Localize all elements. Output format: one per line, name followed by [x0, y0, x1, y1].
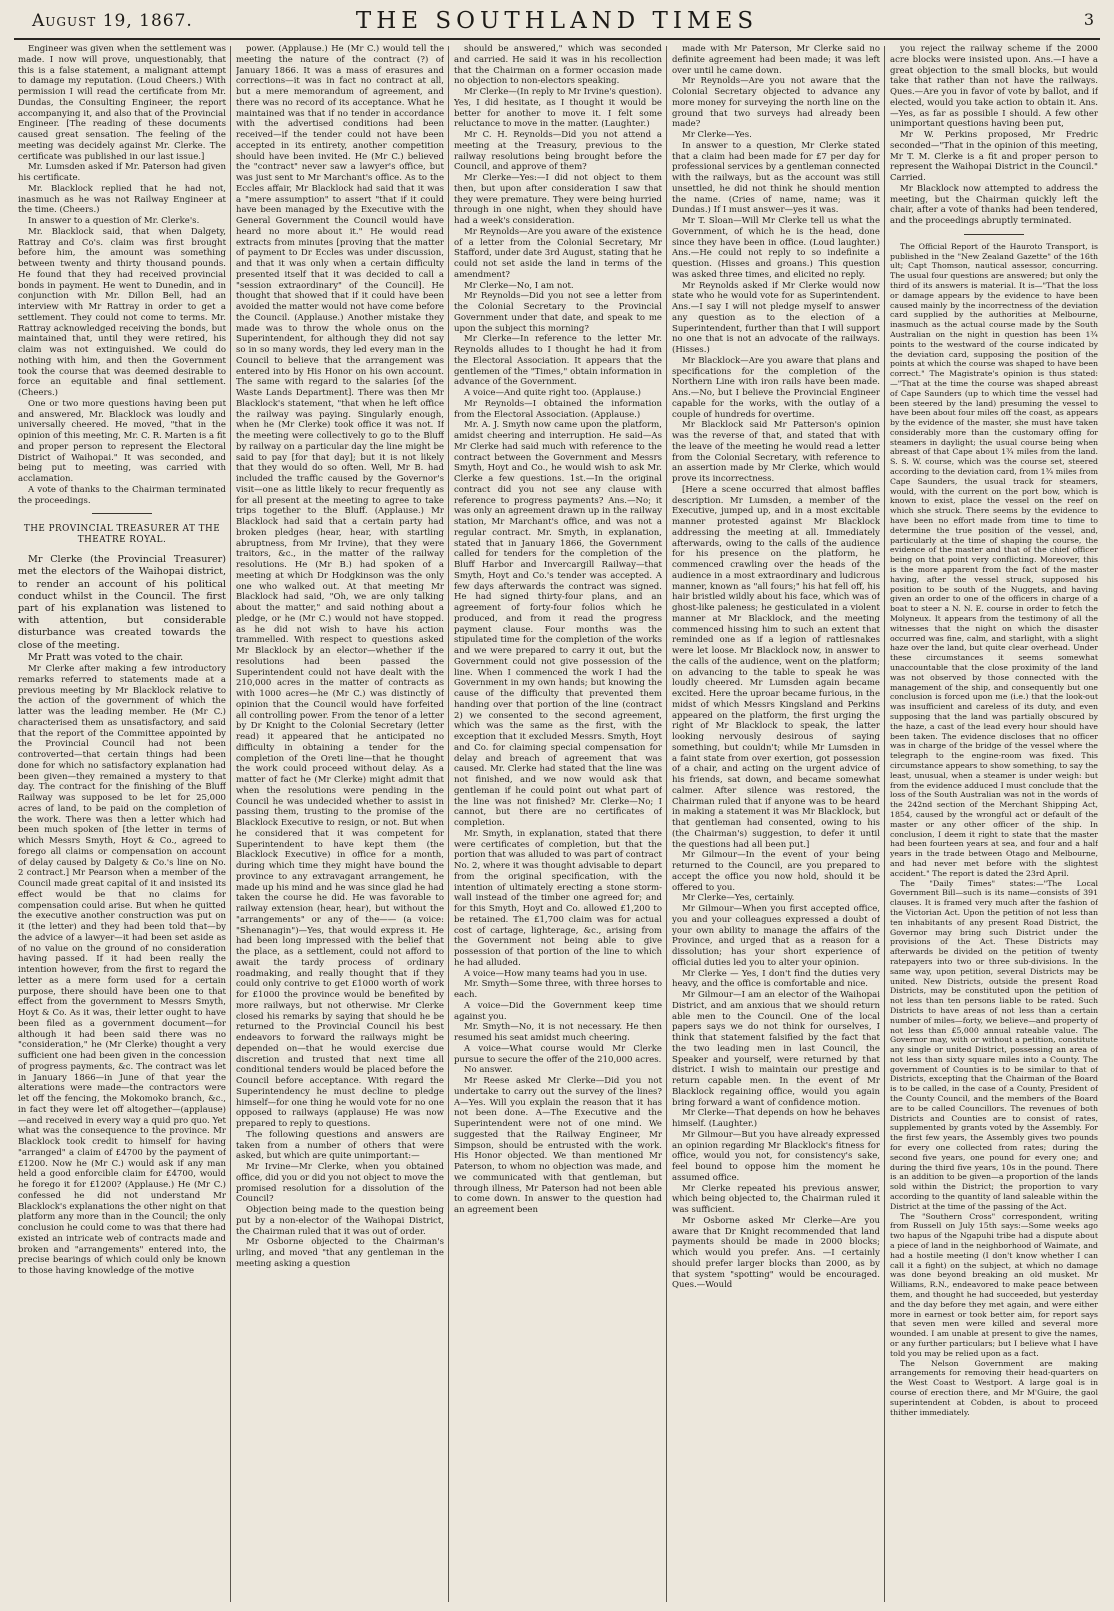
article-paragraph: Mr. Smyth—No, it is not necessary. He then resumed his seat amidst much cheering.: [454, 1022, 662, 1043]
article-paragraph: Mr T. Sloan—Will Mr Clerke tell us what the Government, of which he is the head, done since they have been in office. (Loud laughter.) Ans.—He could not reply to so indefinite a question. (Hisses and groans.) This question was asked three times, and elicited no reply.: [672, 216, 880, 280]
masthead: [14, 6, 1100, 38]
page-number: 3: [1083, 10, 1094, 29]
article-paragraph: The Nelson Government are making arrangements for removing their head-quarters on the West Coast to Westport. A large goal is in course of erection there, and Mr M'Guire, the gaol superintendent at Cobden, is about to proceed thither immediately.: [890, 1358, 1098, 1417]
article-paragraph: Mr Clerke (the Provincial Treasurer) met the electors of the Waihopai district, to render an account of his political conduct whilst in the Council. The first part of his explanation was listened to with attention, but considerable disturbance was created towards the close of the meeting.: [18, 554, 226, 651]
article-paragraph: [Here a scene occurred that almost baffles description. Mr Lumsden, a member of the Executive, jumped up, and in a most excitable manner protested against Mr Blacklock addressing the meeting at all. Immediately afterwards, owing to the calls of the audience for his presence on the platform, he commenced crawling over the heads of the audience in a most extraordinary and ludicrous manner, known as "all fours;" his hat fell off, his hair bristled wildly about his face, which was of ghost-like paleness; he gesticulated in a violent manner at Mr Blacklock, and the meeting commenced hissing him to such an extent that reminded one as if a legion of rattlesnakes were let loose. Mr Blacklock now, in answer to the calls of the audience, went on the platform; on advancing to the table to speak he was loudly cheered. Mr Lumsden again became excited. Here the uproar became furious, in the midst of which Messrs Kingsland and Perkins appeared on the platform, the first urging the right of Mr Blacklock to speak, the latter looking nervously desirous of saying something, but couldn't; while Mr Lumsden in a faint state from over exertion, got possession of a chair, and acting on the urgent advice of his friends, sat down, and became somewhat calmer. After silence was restored, the Chairman ruled that if anyone was to be heard in making a statement it was Mr Blacklock, but that gentleman had consented, owing to his (the Chairman's) suggestion, to defer it until the questions had all been put.]: [672, 484, 880, 850]
article-paragraph: Mr C. H. Reynolds—Did you not attend a meeting at the Treasury, previous to the railway resolutions being brought before the Council, and approve of them?: [454, 130, 662, 173]
article-paragraph: Mr Blacklock—Are you aware that plans and specifications for the completion of the Northern Line with iron rails have been made. Ans.—No, but I believe the Provincial Engineer capable for the works, with the outlay of a couple of hundreds for overtime.: [672, 355, 880, 420]
column-5: [890, 44, 1098, 1604]
article-paragraph: Mr. Blacklock replied that he had not, inasmuch as he was not Railway Engineer at the time. (Cheers.): [18, 183, 226, 216]
article-paragraph: In answer to a question, Mr Clerke stated that a claim had been made for £7 per day for professional services by a gentleman connected with the railways, but as the account was still unsettled, he did not think he should mention the name. (Cries of name, name; was it Dundas.) If I must answer—yes it was.: [672, 140, 880, 216]
article-paragraph: A vote of thanks to the Chairman terminated the proceedings.: [18, 484, 226, 506]
article-paragraph: A voice—What course would Mr Clerke pursue to secure the offer of the 210,000 acres.: [454, 1043, 662, 1065]
article-paragraph: The "Southern Cross" correspondent, writing from Russell on July 15th says:—Some weeks ago two hapus of the Ngapuhi tribe had a dispute about a piece of land in the neighborhood of Waimate, and had a hostile meeting (I don't know whether I can call it a fight) on the subject, at which no damage was done beyond breaking an old musket. Mr Williams, R.N., endeavored to make peace between them, and thought he had succeeded, but yesterday and the day before they met again, and were either more in earnest or took better aim, for report says that seven men were killed and several more wounded. I am unable at present to give the names, or any further particulars; but I believe what I have told you may be relied upon as a fact.: [890, 1211, 1098, 1358]
article-paragraph: A voice—Did the Government keep time against you.: [454, 1000, 662, 1022]
article-paragraph: The "Daily Times" states:—"The Local Government Bill—such is its name—consists of 391 clauses. It is framed very much after the fashion of the Victorian Act. Upon the petition of not less than ten inhabitants of any present Road District, the Governor may bring such District under the provisions of the Act. These Districts may afterwards be divided on the petition of twenty ratepayers into two or three sub-divisions. In the same way, upon petition, several Districts may be united. New Districts, outside the present Road Districts, may be constituted upon the petition of not less than ten persons liable to be rated. Such Districts to have areas of not less than a certain number of miles—forty, we believe—and property of not less than £5,000 annual rateable value. The Governor may, with or without a petition, constitute any single or united District, possessing an area of not less than sixty square miles into a County. The government of Counties is to be similar to that of Districts, excepting that the Chairman of the Board is to be called, in the case of a County, President of the County Council, and the members of the Board are to be called Councillors. The revenues of both Districts and Counties are to consist of rates, supplemented by grants voted by the Assembly. For the first few years, the Assembly gives two pounds for every one collected from rates; during the second five years, one pound for every one; and during the third five years, 10s in the pound. There is an addition to be given—a proportion of the lands sold within the District; the proportion to vary according to the quantity of land saleable within the District at the time of the passing of the Act.: [890, 878, 1098, 1211]
article-paragraph: Mr Gilmour—I am an elector of the Waihopai District, and am anxious that we should return able men to the Council. One of the local papers says we do not think for ourselves, I think that statement falsified by the fact that the two leading men in last Council, the Speaker and yourself, were returned by that district. I wish to maintain our prestige and return capable men. In the event of Mr Blacklock regaining office, would you again bring forward a want of confidence motion.: [672, 990, 880, 1108]
section-rule: [964, 234, 1024, 235]
masthead-rule: [14, 38, 1100, 40]
article-paragraph: Mr Clerke—No, I am not.: [464, 280, 574, 291]
article-paragraph: power. (Applause.) He (Mr C.) would tell the meeting the nature of the contract (?) of January 1866. It was a mass of erasures and corrections—it was in fact no contract at all, but a mere memorandum of agreement, and there was no record of its acceptance. What he maintained was that if no tender in accordance with the advertised conditions had been received—if the tender could not have been accepted in its entirety, another competition should have been invited. He (Mr C.) believed the "contract" never saw a lawyer's office, but was just sent to Mr Marchant's office. As to the Eccles affair, Mr Blacklock had said that it was a "mere assumption" to assert "that if it could have been managed by the Executive with the General Government the Council would have heard no more about it." He would read extracts from minutes [proving that the matter of payment to Dr Eccles was under discussion, and that it was only when a certain difficulty presented itself that it was decided to call a "session extraordinary" of the Council]. He thought that showed that if it could have been avoided the matter would not have come before the Council. (Applause.) Another mistake they made was to throw the whole onus on the Superintendent, for although they did not say so in so many words, they led every man in the Council to believe that the arrangement was entered into by His Honor on his own account. The same with regard to the salaries [of the Waste Lands Department]. There was then Mr Blacklock's statement, "that when he left office the railway was paying. Singularly enough, when he (Mr Clerke) took office it was not. If the meeting were collectively to go to the Bluff by railway on a particular day the line might be said to pay [for that day]; but it is not likely that they would do so often. Well, Mr B. had included the traffic caused by the Governor's visit—one as little likely to recur frequently as for all present at the meeting to agree to take trips together to the Bluff. (Applause.) Mr Blacklock had said that a certain party had broken pledges (hear, hear, with startling abruptness, from Mr Irvine), that they were traitors, &c., in the matter of the railway resolutions. He (Mr B.) had spoken of a meeting at which Dr Hodgkinson was the only one who walked out. At that meeting Mr Blacklock had said, "Oh, we are only talking about the matter," and said nothing about a pledge, or he (Mr C.) would not have stopped. as he did not wish to have his action trammelled. With respect to questions asked Mr Blacklock by an elector—whether if the resolutions had been passed the Superintendent could not have dealt with the 210,000 acres in the matter of contracts as with 1000 acres—he (Mr C.) was distinctly of opinion that the Council would have forfeited all controlling power. From the tenor of a letter by Dr Knight to the Colonial Secretary (letter read) it appeared that he anticipated no difficulty in obtaining a tender for the completion of the Oreti line—that he thought the work could proceed without delay. As a matter of fact he (Mr Clerke) might admit that when the resolutions were pending in the Council he was undecided whether to assist in passing them, trusting to the promise of the Blacklock Executive to resign, or not. But when he considered that it was competent for Superintendent to have kept them (the Blacklock Executive) in office for a month, during which time they might have bound the province to any extravagant arrangement, he made up his mind and he was since glad he had taken the course he did. He was favorable to railway extension (hear, hear), but without the "arrangements" or any of the—— (a voice: "Shenanagin")—Yes, that would express it. He had been long impressed with the belief that the place, as a settlement, could not afford to await the tardy process of ordinary roadmaking, and really thought that if they could only contrive to get £1000 worth of work for £1000 the province would be benefited by more railways, but not otherwise. Mr Clerke closed his remarks by saying that should he be returned to the Provincial Council his best endeavors to forward the railways might be depended on—that he would exercise due discretion and trusted that next time all conditional tenders would be placed before the Council before acceptance. With regard the Superintendency he must decline to pledge himself—for one thing he would vote for no one opposed to railways (applause) He was now prepared to reply to questions.: [236, 44, 444, 1129]
article-paragraph: Mr Pratt was voted to the chair.: [28, 651, 184, 663]
article-paragraph: One or two more questions having been put and answered, Mr. Blacklock was loudly and universally cheered. He moved, "that in the opinion of this meeting, Mr. C. R. Marten is a fit and proper person to represent the Electoral District of Waihopai." It was seconded, and being put to meeting, was carried with acclamation.: [18, 398, 226, 484]
article-paragraph: Mr Reese asked Mr Clerke—Did you not undertake to carry out the survey of the lines? A—Yes. Will you explain the reason that it has not been done. A—The Executive and the Superintendent were not of one mind. We suggested that the Railway Engineer, Mr Simpson, should be entrusted with the work. His Honor objected. We than mentioned Mr Paterson, to whom no objection was made, and we communicated with that gentleman, but through illness, Mr Paterson had not been able to come down. In answer to the question had an agreement been: [454, 1076, 662, 1215]
article-paragraph: Mr Clerke after making a few introductory remarks referred to statements made at a previous meeting by Mr Blacklock relative to the action of the government of which the latter was the leading member. He (Mr C.) characterised them as unsatisfactory, and said that the report of the Committee appointed by the Provincial Council had not been controverted—that certain things had been done for which no satisfactory explanation had been given—they remained a mystery to that day. The contract for the finishing of the Bluff Railway was supposed to be let for 25,000 acres of land, to be paid on the completion of the work. There was then a letter which had been much spoken of [the letter in terms of which Messrs Smyth, Hoyt & Co., agreed to forego all claims or compensation on account of delay caused by Dalgety & Co.'s line on No. 2 contract.] Mr Pearson when a member of the Council made great capital of it and insisted its effect would be that no claims for compensation could arise. But when he quitted the executive another construction was put on it (the letter) and they had been told that—by the advice of a lawyer—it had been set aside as of no value on the ground of no consideration having passed. If it had been really the intention however, from the first to regard the letter as a mere form used for a certain purpose, there should have been one to that effect from the government to Messrs Smyth, Hoyt & Co. As it was, their letter ought to have been filed as a government document—for although it had been said there was no "consideration," he (Mr Clerke) thought a very sufficient one had been given in the concession of progress payments, &c. The contract was let in January 1866—in June of that year the alterations were made—the contractors were let off the fencing, the Mokomoko branch, &c., in fact they were let off altogether—(applause)—and received in every way a quid pro quo. Yet what was the consequence to the province. Mr Blacklock took credit to himself for having "arranged" a claim of £4700 by the payment of £1200. Now he (Mr C.) would ask if any man held a good enforcible claim for £4700, would he forego it for £1200? (Applause.) He (Mr C.) confessed he did not understand Mr Blacklock's explanations the other night on that platform any more than in the Council; the only conclusion he could come to was that there had existed an intricate web of contracts made and broken and "arrangements" entered into, the precise bearings of which could only be known to those having knowledge of the motive: [18, 664, 226, 1277]
article-paragraph: Mr Clerke—(In reply to Mr Irvine's question). Yes, I did hesitate, as I thought it would be better for another to move it. I felt some reluctance to move in the matter. (Laughter.): [454, 87, 662, 130]
article-paragraph: Mr. A. J. Smyth now came upon the platform, amidst cheering and interruption. He said—As Mr Clerke had said much with reference to the contract between the Government and Messrs Smyth, Hoyt and Co., he would wish to ask Mr. Clerke a few questions. 1st.—In the original contract did you not see any clause with reference to progress payments? Ans.—No; it was only an agreement drawn up in the railway station, Mr Marchant's office, and was not a regular contract. Mr. Smyth, in explanation, stated that in January 1866, the Government called for tenders for the completion of the Bluff Harbor and Invercargill Railway—that Smyth, Hoyt and Co.'s tender was accepted. A few days afterwards the contract was signed. He had signed thirty-four plans, and an agreement of forty-four folios which he produced, and from it read the progress payment clause. Four months was the stipulated time for the completion of the works and we were prepared to carry it out, but the Government could not give possession of the line. When I commenced the work I had the Government in my own hands; but knowing the cause of the difficulty that prevented them handing over that portion of the line (contract 2) we consented to the second agreement, which was the same as the first, with the exception that it excluded Messrs. Smyth, Hoyt and Co. for claiming special compensation for delay and breach of agreement that was caused. Mr. Clerke had stated that the line was not finished, and we now would ask that gentleman if he could point out what part of the line was not finished? Mr. Clerke—No; I cannot, but there are no certificates of completion.: [454, 420, 662, 828]
article-paragraph: Mr Irvine—Mr Clerke, when you obtained office, did you or did you not object to move the promised resolution for a dissolution of the Council?: [236, 1162, 444, 1205]
article-paragraph: Mr Reynolds—Are you not aware that the Colonial Secretary objected to advance any more money for surveying the north line on the ground that two surveys had already been made?: [672, 76, 880, 130]
newspaper-title: THE SOUTHLAND TIMES: [355, 8, 759, 34]
article-paragraph: you reject the railway scheme if the 2000 acre blocks were insisted upon. Ans.—I have a great objection to the small blocks, but would take that rather than not have the railways. Ques.—Are you in favor of vote by ballot, and if elected, would you take action to obtain it. Ans.—Yes, as far as possible I should. A few other unimportant questions having been put,: [890, 44, 1098, 130]
article-paragraph: Mr Clerke—That depends on how he behaves himself. (Laughter.): [672, 1108, 880, 1129]
article-paragraph: should be answered," which was seconded and carried. He said it was in his recollection that the Chairman on a former occasion made no objection to non-electors speaking.: [454, 44, 662, 87]
article-heading: THE PROVINCIAL TREASURER AT THE THEATRE ROYAL.: [23, 524, 221, 546]
article-paragraph: Mr W. Perkins proposed, Mr Fredric seconded—"That in the opinion of this meeting, Mr T. M. Clerke is a fit and proper person to represent the Waihopai District in the Council." Carried.: [890, 130, 1098, 183]
article-paragraph: Mr Osborne objected to the Chairman's urling, and moved "that any gentleman in the meeting asking a question: [236, 1237, 444, 1269]
columns: [14, 44, 1100, 1604]
article-paragraph: Engineer was given when the settlement was made. I now will prove, unquestionably, that this is a false statement, a malignant attempt to damage my reputation. (Loud Cheers.) With permission I will read the certificate from Mr. Dundas, the Consulting Engineer, the report accompanying it, and also that of the Provincial Engineer. [The reading of these documents caused great sensation. The feeling of the meeting was decidely against Mr. Clerke. The certificate was published in our last issue.]: [18, 44, 226, 162]
column-1: [18, 44, 226, 1604]
article-paragraph: Mr Clerke repeated his previous answer, which being objected to, the Chairman ruled it was sufficient.: [672, 1183, 880, 1215]
article-paragraph: Mr Blacklock now attempted to address the meeting, but the Chairman quickly left the chair, after a vote of thanks had been tendered, and the proceedings abruptly terminated.: [890, 183, 1098, 226]
article-paragraph: Mr Reynolds—I obtained the information from the Electoral Association. (Applause.): [454, 398, 662, 420]
article-paragraph: A voice—And quite right too. (Applause.): [464, 388, 642, 398]
article-paragraph: Mr Clerke—In reference to the letter Mr. Reynolds alludes to I thought he had it from the Electoral Association. It appears that the gentlemen of the "Times," obtain information in advance of the Government.: [454, 334, 662, 388]
issue-date: August 19, 1867.: [32, 11, 193, 31]
article-paragraph: Mr. Smyth—Some three, with three horses to each.: [454, 979, 662, 1000]
article-paragraph: Mr. Lumsden asked if Mr. Paterson had given his certificate.: [18, 162, 226, 183]
article-paragraph: Mr Blacklock said Mr Patterson's opinion was the reverse of that, and stated that with the leave of the meeting he would read a letter from the Colonial Secretary, with reference to an assertion made by Mr Clerke, which would prove its incorrectness.: [672, 420, 880, 484]
article-paragraph: Mr Clerke—Yes:—I did not object to them then, but upon after consideration I saw that they were premature. They were being hurried through in one night, when they should have had a week's consideration.: [454, 173, 662, 226]
column-separator: [230, 46, 231, 1602]
article-paragraph: Mr. Blacklock said, that when Dalgety, Rattray and Co's. claim was first brought before him, the amount was something between twenty and thirty thousand pounds. He found that they had received provincial bonds in payment. He went to Dunedin, and in conjunction with Mr. Dillon Bell, had an interview with Mr Rattray in order to get a settlement. They could not come to terms. Mr. Rattray acknowledged receiving the bonds, but maintained that, until they were retired, his claim was not extinguished. We could do nothing with him, and then the Government took the course that was deemed desirable to force an equitable and final settlement. (Cheers.): [18, 226, 226, 398]
article-paragraph: In answer to a question of Mr. Clerke's.: [28, 216, 200, 226]
article-paragraph: No answer.: [464, 1065, 513, 1076]
column-separator: [666, 46, 667, 1602]
article-paragraph: made with Mr Paterson, Mr Clerke said no definite agreement had been made; it was left over until he came down.: [672, 44, 880, 76]
column-separator: [448, 46, 449, 1602]
column-2: [236, 44, 444, 1604]
article-paragraph: Mr Gilmour—But you have already expressed an opinion regarding Mr Blacklock's fitness for office, would you not, for consistency's sake, feel bound to oppose him the moment he assumed office.: [672, 1129, 880, 1183]
article-paragraph: Mr Gilmour—When you first accepted office, you and your colleagues expressed a doubt of your own ability to manage the affairs of the Province, and urged that as a reason for a dissolution; has your short experience of official duties led you to alter your opinion.: [672, 904, 880, 968]
article-paragraph: The following questions and answers are taken from a number of others that were asked, but which are quite unimportant:—: [236, 1129, 444, 1162]
article-paragraph: Mr Reynolds—Did you not see a letter from the Colonial Secretary to the Provincial Government under that date, and speak to me upon the subject this morning?: [454, 291, 662, 334]
article-paragraph: Mr. Smyth, in explanation, stated that there were certificates of completion, but that the portion that was alluded to was part of contract No. 2, where it was thought advisable to depart from the original specification, with the intention of ultimately erecting a stone storm-wall instead of the timber one agreed for; and for this Smyth, Hoyt and Co. allowed £1,200 to be retained. The £1,700 claim was for actual cost of cartage, lighterage, &c., arising from the Government not being able to give possession of that portion of the line to which he had alluded.: [454, 828, 662, 968]
section-rule: [92, 513, 152, 514]
article-paragraph: The Official Report of the Hauroto Transport, is published in the "New Zealand Gazette" of the 16th ult; Capt Thomson, nautical assessor, concurring. The usual four questions are answered; but only the third of its answers is material. It is—"That the loss or damage appears by the evidence to have been caused mainly by the incorrectness of the deviation card supplied by the authorities at Melbourne, inasmuch as the actual course made by the South Australian on the night in question has been 1¾ points to the westward of the course indicated by the deviation card, supposing the position of the points at which the course was shaped to have been correct." The Magistrate's opinion is thus stated:—"That at the time the course was shaped abreast of Cape Saunders (up to which time the vessel had been steered by the land) presuming the vessel to have been about four miles off the coast, as appears by the evidence of the master, she must have taken considerably more than the customary offing for steamers in daylight; the usual course being when abreast of that Cape about 1¾ miles from the land. S. S. W. course, which was the course set, steered according to the deviation card, from 1¾ miles from Cape Saunders, the usual track for steamers, would, with the current on the port bow, which is known to exist, place the vessel on the reef on which she struck. There seems by the evidence to have been no effort made from time to time to determine the true position of the vessel, and, particularly at the time of shaping the course, the evidence of the master and that of the chief officer being on that point very conflicting. Moreover, this is the more apparent from the fact of the master having, after the vessel struck, supposed his position to be south of the Nuggets, and having given an order to one of the officers in charge of a boat to steer a N. N. E. course in order to fetch the Molyneux. It appears from the testimony of all the witnesses that the night on which the disaster occurred was fine, calm, and starlight, with a slight haze over the land, but quite clear overhead. Under these circumstances it seems somewhat unaccountable that the close proximity of the land was not observed by those connected with the management of the ship, and consequently but one conclusion is forced upon me (i.e.) that the look-out was insufficient and careless of its duty, and even supposing that the land was partially obscured by the haze, a cast of the lead every hour should have been taken. The evidence discloses that no officer was in charge of the bridge of the vessel where the telegraph to the engine-room was fixed. This circumstance appears to show something, to say the least, unusual, when a steamer is under weigh: but from the evidence adduced I must conclude that the loss of the South Australian was not in the words of the 242nd section of the Merchant Shipping Act, 1854, caused by the wrongful act or default of the master or any other officer of the ship. In conclusion, I deem it right to state that the master had been fourteen years at sea, and four and a half years in the trade between Otago and Melbourne, and had never met before with the slightest accident." The report is dated the 23rd April.: [890, 241, 1098, 878]
column-4: [672, 44, 880, 1604]
article-paragraph: Mr Gilmour—In the event of your being returned to the Council, are you prepared to accept the office you now hold, should it be offered to you.: [672, 850, 880, 893]
article-paragraph: Mr Reynolds—Are you aware of the existence of a letter from the Colonial Secretary, Mr Stafford, under date 3rd August, stating that he could not set aside the land in terms of the amendment?: [454, 226, 662, 280]
article-paragraph: Objection being made to the question being put by a non-elector of the Waihopai District, the Chairman ruled that it was out of order.: [236, 1205, 444, 1237]
column-separator: [884, 46, 885, 1602]
article-paragraph: A voice—How many teams had you in use.: [464, 968, 648, 979]
article-paragraph: Mr Reynolds asked if Mr Clerke would now state who he would vote for as Superintendent. Ans.—I say I will not pledge myself to answer any question as to the election of a Superintendent, further than that I will support no one that is not an advocate of the railways. (Hisses.): [672, 280, 880, 355]
article-paragraph: Mr Osborne asked Mr Clerke—Are you aware that Dr Knight recommended that land payments should be made in 2000 blocks; which would you prefer. Ans. —I certainly should prefer larger blocks than 2000, as by that system "spotting" would be encouraged. Ques.—Would: [672, 1215, 880, 1291]
article-paragraph: Mr Clerke—Yes, certainly.: [682, 893, 795, 904]
column-3: [454, 44, 662, 1604]
article-paragraph: Mr Clerke—Yes.: [682, 130, 752, 140]
article-paragraph: Mr Clerke — Yes, I don't find the duties very heavy, and the office is comfortable and nice.: [672, 968, 880, 990]
